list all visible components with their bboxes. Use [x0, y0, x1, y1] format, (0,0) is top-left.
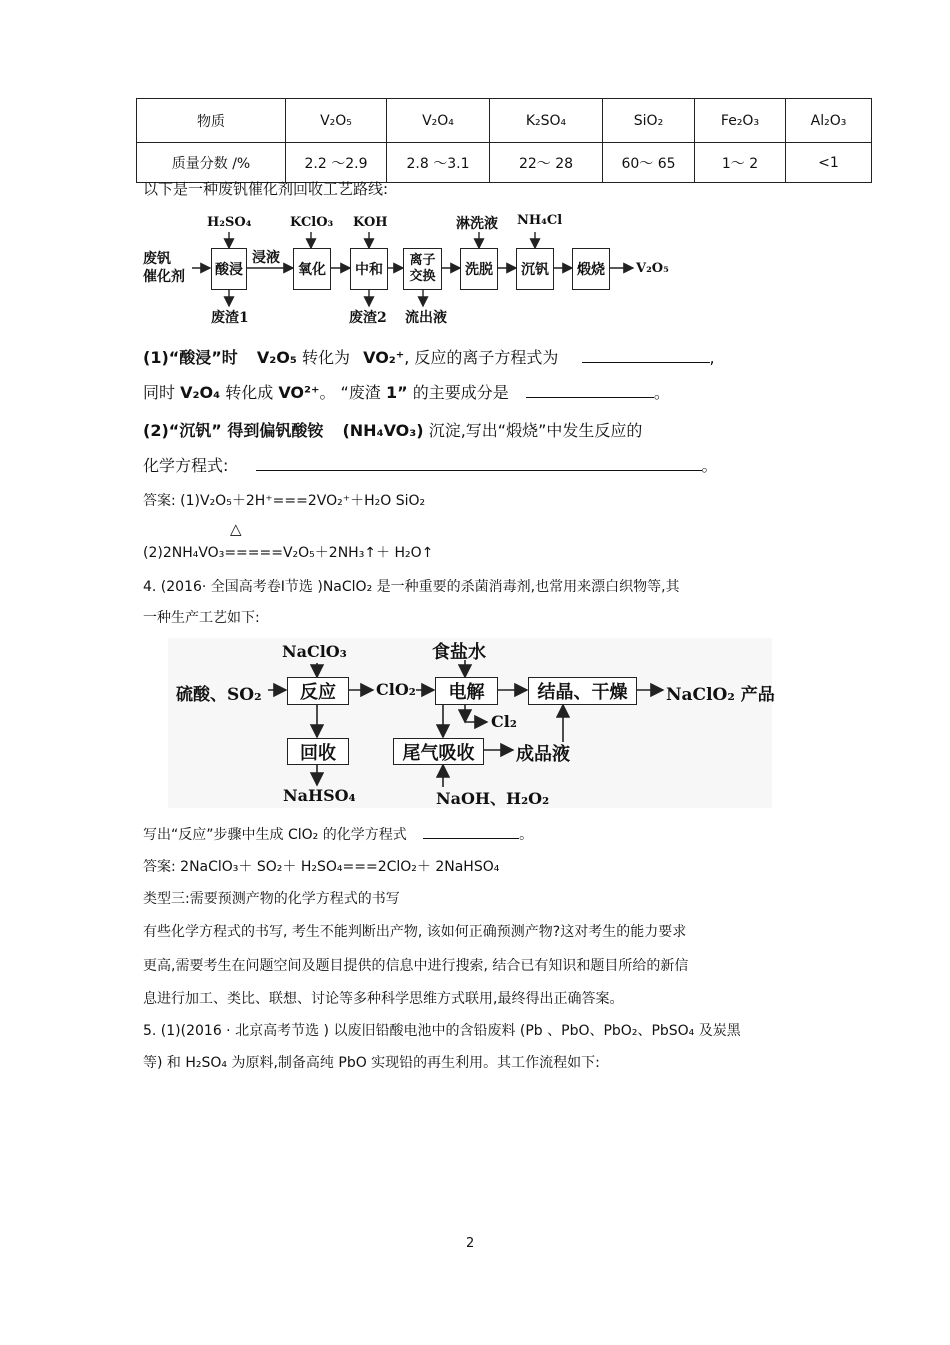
flow2-box-electrolysis: 电解: [435, 677, 498, 705]
paragraph-line: 有些化学方程式的书写, 考生不能判断出产物, 该如何正确预测产物?这对考生的能力要求: [143, 924, 687, 940]
answer-blank[interactable]: [423, 824, 519, 839]
q4-line1: 4. (2016· 全国高考卷Ⅰ节选 )NaClO₂ 是一种重要的杀菌消毒剂,也常用来漂白织物等,其: [143, 579, 680, 595]
flow2-box-recovery: 回收: [287, 738, 349, 765]
flow1-input-h2so4: H₂SO₄: [207, 215, 252, 230]
q2-formula: (NH₄VO₃): [342, 421, 424, 440]
q5-line2: 等) 和 H₂SO₄ 为原料,制备高纯 PbO 实现铅的再生利用。其工作流程如下:: [143, 1055, 600, 1071]
table-cell: 质量分数 /%: [137, 143, 286, 183]
flow2-box-crystallize-dry: 结晶、干燥: [528, 677, 637, 705]
flow1-box-acid-leach: 酸浸: [211, 248, 247, 290]
q1-formula: V₂O₄: [180, 383, 221, 402]
table-cell: SiO₂: [603, 99, 695, 143]
q2-line2: 化学方程式: 。: [143, 456, 718, 475]
flow1-input-koh: KOH: [353, 215, 388, 230]
q2-text: 沉淀,写出“煅烧”中发生反应的: [428, 421, 643, 440]
answer3-line2: (2)2NH₄VO₃=====V₂O₅＋2NH₃↑＋ H₂O↑: [143, 545, 434, 561]
table-cell: <1: [786, 143, 872, 183]
table-cell: 60～ 65: [603, 143, 695, 183]
q2-text: 化学方程式:: [143, 456, 229, 475]
flow1-input-kclo3: KClO₃: [290, 215, 334, 230]
table-cell: 22～ 28: [490, 143, 603, 183]
q1-line1: (1)“酸浸”时 V₂O₅ 转化为 VO₂⁺, 反应的离子方程式为 ,: [143, 348, 715, 367]
flow1-output-residue1: 废渣1: [211, 310, 249, 326]
flow2-left-input: 硫酸、SO₂: [176, 685, 262, 705]
heat-symbol: △: [230, 520, 242, 538]
flow1-box-neutralize: 中和: [350, 248, 388, 290]
answer3-line1: 答案: (1)V₂O₅＋2H⁺===2VO₂⁺＋H₂O SiO₂: [143, 493, 426, 509]
flow1-box-precipitate: 沉钒: [516, 248, 554, 290]
q1-formula: VO₂⁺: [363, 348, 405, 367]
flow1-output-residue2: 废渣2: [349, 310, 387, 326]
q1-text: 转化成: [225, 383, 274, 402]
q1-line2: 同时 V₂O₄ 转化成 VO²⁺。 “废渣 1” 的主要成分是 。: [143, 383, 670, 402]
flow2-box-reaction: 反应: [287, 677, 349, 705]
paragraph-line: 息进行加工、类比、联想、讨论等多种科学思维方式联用,最终得出正确答案。: [143, 991, 624, 1007]
table-cell: 2.8 ～3.1: [387, 143, 490, 183]
flow1-box-ion-exchange: 离子 交换: [403, 248, 442, 290]
flow2-bottom-input: NaOH、H₂O₂: [436, 789, 550, 808]
flow1-mid-label: 浸液: [252, 250, 280, 266]
q1-text: 1”: [385, 383, 408, 402]
table-cell: V₂O₅: [286, 99, 387, 143]
flow1-output-effluent: 流出液: [405, 310, 447, 326]
flow1-box-calcine: 煅烧: [572, 248, 610, 290]
q1-text: 转化为: [301, 348, 350, 367]
table-cell: 物质: [137, 99, 286, 143]
table-cell: V₂O₄: [387, 99, 490, 143]
table-cell: 2.2 ～2.9: [286, 143, 387, 183]
table-cell: Fe₂O₃: [695, 99, 786, 143]
q2-text: (2)“沉钒” 得到偏钒酸铵: [143, 421, 324, 440]
flow2-box-tail-gas: 尾气吸收: [393, 738, 484, 765]
flow2-top-input-brine: 食盐水: [432, 642, 486, 663]
flow2-top-input-naclo3: NaClO₃: [282, 642, 347, 661]
flow1-box-oxidation: 氧化: [293, 248, 331, 290]
q1-formula: V₂O₅: [256, 348, 297, 367]
q1-text: 的主要成分是: [412, 383, 509, 402]
q1-text: 。 “废渣: [319, 383, 381, 402]
flow1-product: V₂O₅: [636, 261, 669, 276]
q1-text: (1)“酸浸”时: [143, 348, 238, 367]
type3-heading: 类型三:需要预测产物的化学方程式的书写: [143, 891, 400, 907]
table-cell: K₂SO₄: [490, 99, 603, 143]
q1-formula: VO²⁺: [278, 383, 320, 402]
paragraph-line: 更高,需要考生在问题空间及题目提供的信息中进行搜索, 结合已有知识和题目所给的新信: [143, 958, 689, 974]
answer4: 答案: 2NaClO₃＋ SO₂＋ H₂SO₄===2ClO₂＋ 2NaHSO₄: [143, 859, 500, 875]
flow1-input-nh4cl: NH₄Cl: [517, 213, 563, 228]
flow1-start: 废钒 催化剂: [143, 251, 185, 285]
flow1-input-rinse: 淋洗液: [456, 216, 498, 232]
flow2-cl2: Cl₂: [491, 712, 517, 731]
flow2-nahso4: NaHSO₄: [283, 786, 356, 805]
q1-text: 同时: [143, 383, 176, 402]
q4-ask: 写出“反应”步骤中生成 ClO₂ 的化学方程式 。: [143, 824, 533, 844]
intro-line: 以下是一种废钒催化剂回收工艺路线:: [143, 180, 389, 198]
flow2-finished-liquid: 成品液: [516, 744, 570, 765]
table-cell: Al₂O₃: [786, 99, 872, 143]
flow1-box-elution: 洗脱: [460, 248, 498, 290]
q4-ask-text: 写出“反应”步骤中生成 ClO₂ 的化学方程式: [143, 827, 407, 843]
q1-text: , 反应的离子方程式为: [404, 348, 559, 367]
flow2-clo2: ClO₂: [376, 680, 416, 699]
flow2-product: NaClO₂ 产品: [666, 685, 775, 705]
q4-line2: 一种生产工艺如下:: [143, 610, 260, 626]
q5-line1: 5. (1)(2016 · 北京高考节选 ) 以废旧铅酸电池中的含铅废料 (Pb 、PbO、PbO₂、PbSO₄ 及炭黑: [143, 1023, 741, 1039]
page-number: 2: [466, 1236, 475, 1251]
table-cell: 1～ 2: [695, 143, 786, 183]
